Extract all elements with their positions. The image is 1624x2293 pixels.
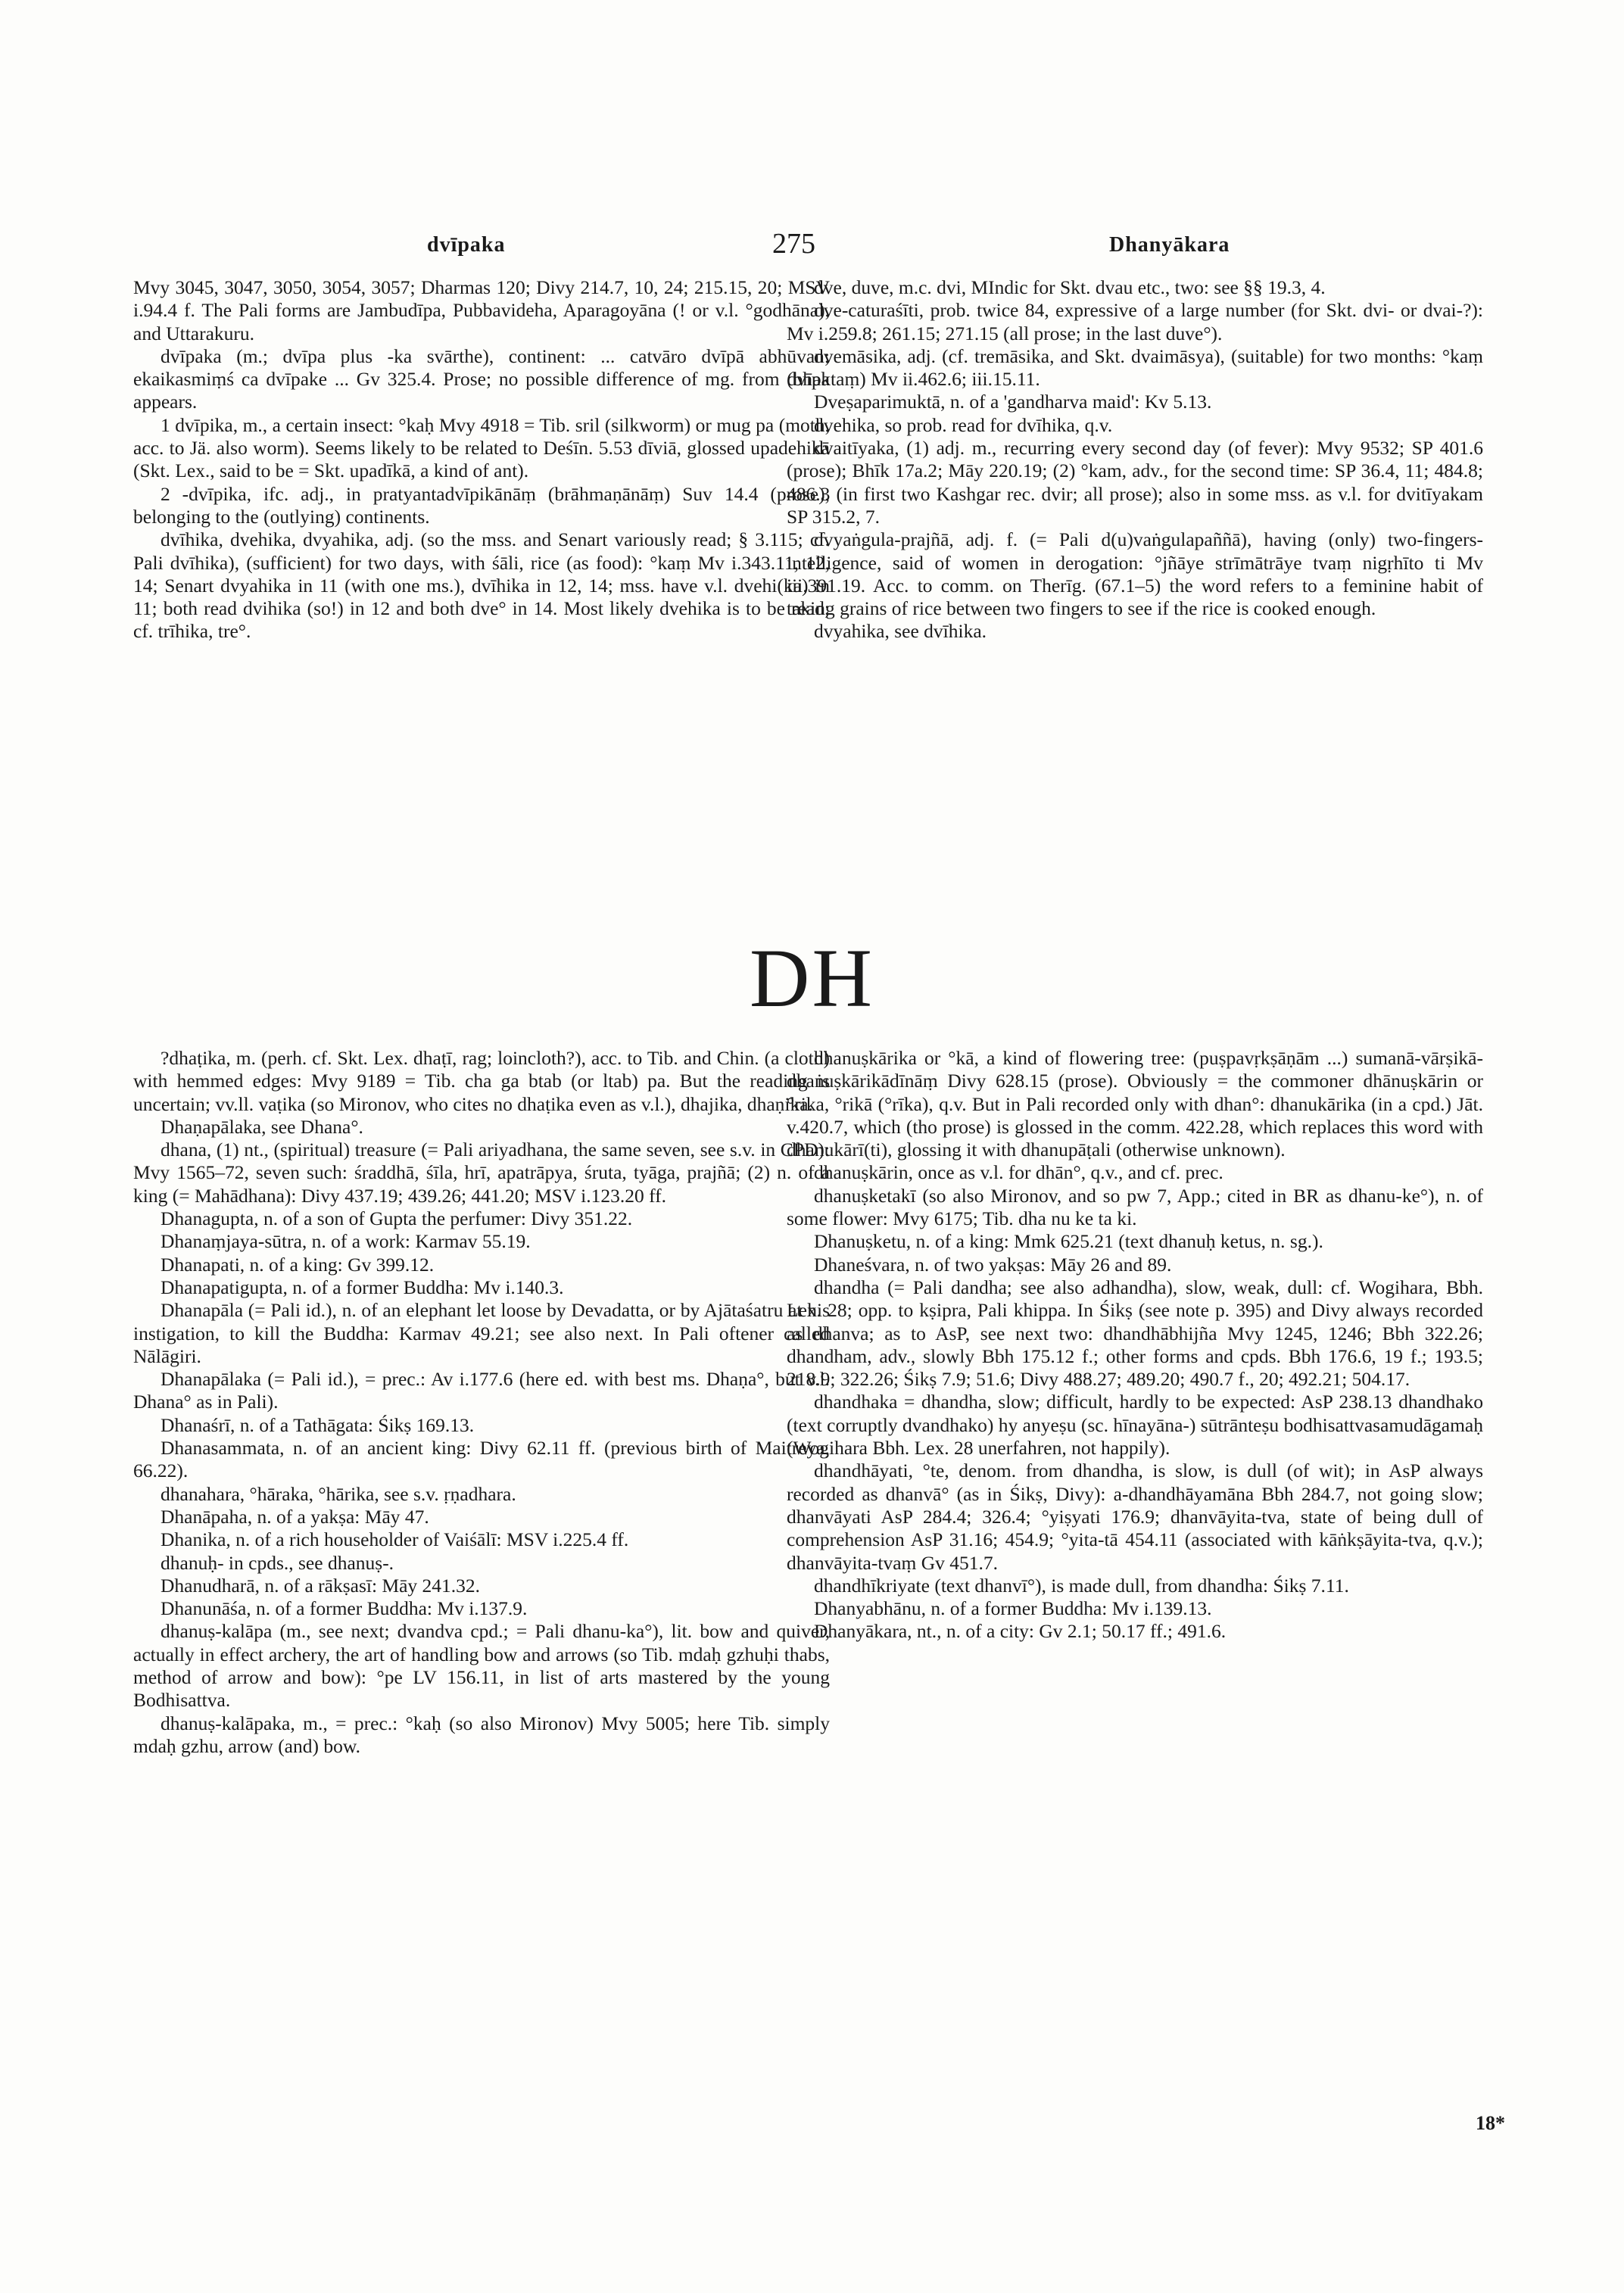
dictionary-entry: dhana, (1) nt., (spiritual) treasure (= Pali ariyadhana, the same seven, see s.v. in CPD): Mvy 1565–72, seven such: śraddhā, śīla, hrī, apatrāpya, śruta, tyāga, prajñā; (2) n. of a king (= Mahādhana): Divy 437.19; 439.26; 441.20; MSV i.123.20 ff. (133, 1139, 830, 1207)
dictionary-entry: dvīpaka (m.; dvīpa plus -ka svārthe), continent: ... catvāro dvīpā abhūvan; ekaikasmiṃś ca dvīpake ... Gv 325.4. Prose; no possible difference of mg. from dvīpa appears. (133, 344, 830, 413)
dictionary-entry: dvehika, so prob. read for dvīhika, q.v. (814, 413, 1113, 436)
dictionary-entry: 1 dvīpika, m., a certain insect: °kaḥ Mvy 4918 = Tib. sril (silkworm) or mug pa (moth, acc. to Jä. also worm). Seems likely to be related to Deśīn. 5.53 dīviā, glossed upadehikā (Skt. Lex., said to be = Skt. upadīkā, a kind of ant). (133, 413, 830, 482)
dictionary-entry: dvaitīyaka, (1) adj. m., recurring every second day (of fever): Mvy 9532; SP 401.6 (prose); Bhīk 17a.2; Māy 220.19; (2) °kam, adv., for the second time: SP 36.4, 11; 484.8; 486.3 (in first two Kashgar rec. dvir; all prose); also in some mss. as v.l. for dvitīyakam SP 315.2, 7. (787, 437, 1483, 528)
dictionary-entry: dhanuṣ-kalāpa (m., see next; dvandva cpd.; = Pali dhanu-ka°), lit. bow and quiver, actually in effect archery, the art of handling bow and arrows (so Tib. mdaḥ gzhuḥi thabs, method of arrow and bow): °pe LV 156.11, in list of arts mastered by the young Bodhisattva. (133, 1620, 830, 1712)
dictionary-entry: dhandha (= Pali dandha; see also adhandha), slow, weak, dull: cf. Wogihara, Bbh. Lex. 28; opp. to kṣipra, Pali khippa. In Śikṣ (see note p. 395) and Divy always recorded as dhanva; as to AsP, see next two: dhandhābhijña Mvy 1245, 1246; Bbh 322.26; dhandham, adv., slowly Bbh 175.12 f.; other forms and cpds. Bbh 176.6, 19 f.; 193.5; 218.9; 322.26; Śikṣ 7.9; 51.6; Divy 488.27; 489.20; 490.7 f., 20; 492.21; 504.17. (787, 1276, 1483, 1391)
dictionary-entry: Dhanāpaha, n. of a yakṣa: Māy 47. (161, 1505, 429, 1528)
dictionary-entry: dhanuṣkārika or °kā, a kind of flowering tree: (puṣpavṛkṣāṇām ...) sumanā-vārṣikā-dhanuṣkārikādīnāṃ Divy 628.15 (prose). Obviously = the commoner dhānuṣkārin or °rika, °rikā (°rīka), q.v. But in Pali recorded only with dhan°: dhanukārika (in a cpd.) Jāt. v.420.7, which (tho prose) is glossed in the comm. 422.28, which replaces this word with dhanukārī(ti), glossing it with dhanupāṭali (otherwise unknown). (787, 1047, 1483, 1161)
dictionary-entry: Dhaṇapālaka, see Dhana°. (161, 1115, 363, 1138)
top-left-column (133, 276, 830, 643)
dictionary-entry: dvyahika, see dvīhika. (814, 620, 987, 643)
dictionary-entry: dhandhaka = dhandha, slow; difficult, hardly to be expected: AsP 238.13 dhandhako (text corruptly dvandhako) hy anyeṣu (sc. hīnayāna-) sūtrānteṣu bodhisattvasamudāgamaḥ (Wogihara Bbh. Lex. 28 unerfahren, not happily). (787, 1391, 1483, 1460)
dictionary-entry: Dhanika, n. of a rich householder of Vaiśālī: MSV i.225.4 ff. (161, 1528, 629, 1551)
dictionary-entry: ?dhaṭika, m. (perh. cf. Skt. Lex. dhaṭī, rag; loincloth?), acc. to Tib. and Chin. (a cloth) with hemmed edges: Mvy 9189 = Tib. cha ga btab (or ltab) pa. But the reading is uncertain; vv.ll. vaṭika (so Mironov, who cites no dhaṭika even as v.l.), dhajika, dhaṇika. (133, 1047, 830, 1115)
dictionary-entry: dve-caturaśīti, prob. twice 84, expressive of a large number (for Skt. dvi- or dvai-?): Mv i.259.8; 261.15; 271.15 (all prose; in the last duve°). (787, 299, 1483, 344)
header-left-word: dvīpaka (427, 233, 506, 257)
dictionary-entry: Dhanunāśa, n. of a former Buddha: Mv i.137.9. (161, 1597, 528, 1620)
dictionary-entry: Dhanapatigupta, n. of a former Buddha: Mv i.140.3. (161, 1276, 564, 1298)
header-right-word: Dhanyākara (1109, 233, 1230, 257)
dictionary-entry: dhandhīkriyate (text dhanvī°), is made dull, from dhandha: Śikṣ 7.11. (814, 1574, 1349, 1597)
bottom-left-column (133, 1047, 830, 1758)
dictionary-entry: Dhanasammata, n. of an ancient king: Divy 62.11 ff. (previous birth of Maitreya, 66.22). (133, 1437, 830, 1482)
dictionary-entry: dhanuḥ- in cpds., see dhanuṣ-. (161, 1551, 394, 1574)
dictionary-entry: dvīhika, dvehika, dvyahika, adj. (so the mss. and Senart variously read; § 3.115; cf. Pali dvīhika), (sufficient) for two days, with śāli, rice (as food): °kaṃ Mv i.343.11, 12, 14; Senart dvyahika in 11 (with one ms.), dvīhika in 12, 14; mss. have v.l. dvehi(ka) in 11; both read dvihika (so!) in 12 and both dve° in 14. Most likely dvehika is to be read; cf. trīhika, tre°. (133, 528, 830, 643)
running-head (0, 227, 1624, 265)
dictionary-entry: dvemāsika, adj. (cf. tremāsika, and Skt. dvaimāsya), (suitable) for two months: °kaṃ (bhaktaṃ) Mv ii.462.6; iii.15.11. (787, 344, 1483, 391)
dictionary-entry: Dhanaṃjaya-sūtra, n. of a work: Karmav 55.19. (161, 1230, 531, 1253)
dictionary-entry: Dhanyākara, nt., n. of a city: Gv 2.1; 50.17 ff.; 491.6. (814, 1620, 1227, 1643)
bottom-right-column (787, 1047, 1483, 1643)
dictionary-entry: dve, duve, m.c. dvi, MIndic for Skt. dvau etc., two: see §§ 19.3, 4. (814, 276, 1326, 298)
dictionary-entry: dvyaṅgula-prajñā, adj. f. (= Pali d(u)vaṅgulapaññā), having (only) two-fingers-intelligence, said of women in derogation: °jñāye strīmātrāye tvaṃ nigṛhīto ti Mv iii.391.19. Acc. to comm. on Therīg. (67.1–5) the word refers to a feminine habit of taking grains of rice between two fingers to see if the rice is cooked enough. (787, 528, 1483, 620)
dictionary-entry: Dhanyabhānu, n. of a former Buddha: Mv i.139.13. (814, 1597, 1212, 1620)
dictionary-entry: Dveṣaparimuktā, n. of a 'gandharva maid': Kv 5.13. (814, 391, 1212, 413)
dictionary-entry: Dhanapati, n. of a king: Gv 399.12. (161, 1253, 435, 1276)
dictionary-entry: Dhaneśvara, n. of two yakṣas: Māy 26 and 89. (814, 1253, 1172, 1276)
dictionary-entry: Dhanapāla (= Pali id.), n. of an elephant let loose by Devadatta, or by Ajātaśatru at his instigation, to kill the Buddha: Karmav 49.21; see also next. In Pali oftener called Nālāgiri. (133, 1299, 830, 1367)
page-number: 275 (772, 228, 815, 260)
section-heading: DH (750, 932, 874, 1024)
dictionary-entry: Dhanuṣketu, n. of a king: Mmk 625.21 (text dhanuḥ ketus, n. sg.). (814, 1230, 1323, 1253)
dictionary-entry: dhanuṣkārin, once as v.l. for dhān°, q.v., and cf. prec. (814, 1161, 1223, 1184)
dictionary-entry: Mvy 3045, 3047, 3050, 3054, 3057; Dharmas 120; Divy 214.7, 10, 24; 215.15, 20; MSV i.94.4 f. The Pali forms are Jambudīpa, Pubbavideha, Aparagoyāna (! or v.l. °godhāna), and Uttarakuru. (133, 276, 830, 344)
dictionary-entry: Dhanagupta, n. of a son of Gupta the perfumer: Divy 351.22. (161, 1207, 633, 1230)
dictionary-entry: Dhanaśrī, n. of a Tathāgata: Śikṣ 169.13. (161, 1413, 475, 1436)
dictionary-entry: dhanahara, °hāraka, °hārika, see s.v. ṛṇadhara. (161, 1482, 516, 1505)
top-right-column (787, 276, 1483, 643)
dictionary-entry: 2 -dvīpika, ifc. adj., in pratyantadvīpikānāṃ (brāhmaṇānāṃ) Suv 14.4 (prose), belonging to the (outlying) continents. (133, 482, 830, 528)
signature-mark: 18* (1476, 2112, 1505, 2134)
dictionary-entry: Dhanapālaka (= Pali id.), = prec.: Av i.177.6 (here ed. with best ms. Dhaṇa°, but v.l. Dhana° as in Pali). (133, 1368, 830, 1413)
dictionary-entry: dhanuṣketakī (so also Mironov, and so pw 7, App.; cited in BR as dhanu-ke°), n. of some flower: Mvy 6175; Tib. dha nu ke ta ki. (787, 1184, 1483, 1230)
dictionary-entry: Dhanudharā, n. of a rākṣasī: Māy 241.32. (161, 1574, 481, 1597)
dictionary-entry: dhanuṣ-kalāpaka, m., = prec.: °kaḥ (so also Mironov) Mvy 5005; here Tib. simply mdaḥ gzhu, arrow (and) bow. (133, 1712, 830, 1757)
dictionary-entry: dhandhāyati, °te, denom. from dhandha, is slow, is dull (of wit); in AsP always recorded as dhanvā° (as in Śikṣ, Divy): a-dhandhāyamāna Bbh 284.7, not going slow; dhanvāyati AsP 284.4; 326.4; °yiṣyati 176.9; dhanvāyita-tva, state of being dull of comprehension AsP 31.16; 454.9; °yita-tā 454.11 (associated with kāṅkṣāyita-tva, q.v.); dhanvāyita-tvaṃ Gv 451.7. (787, 1460, 1483, 1574)
